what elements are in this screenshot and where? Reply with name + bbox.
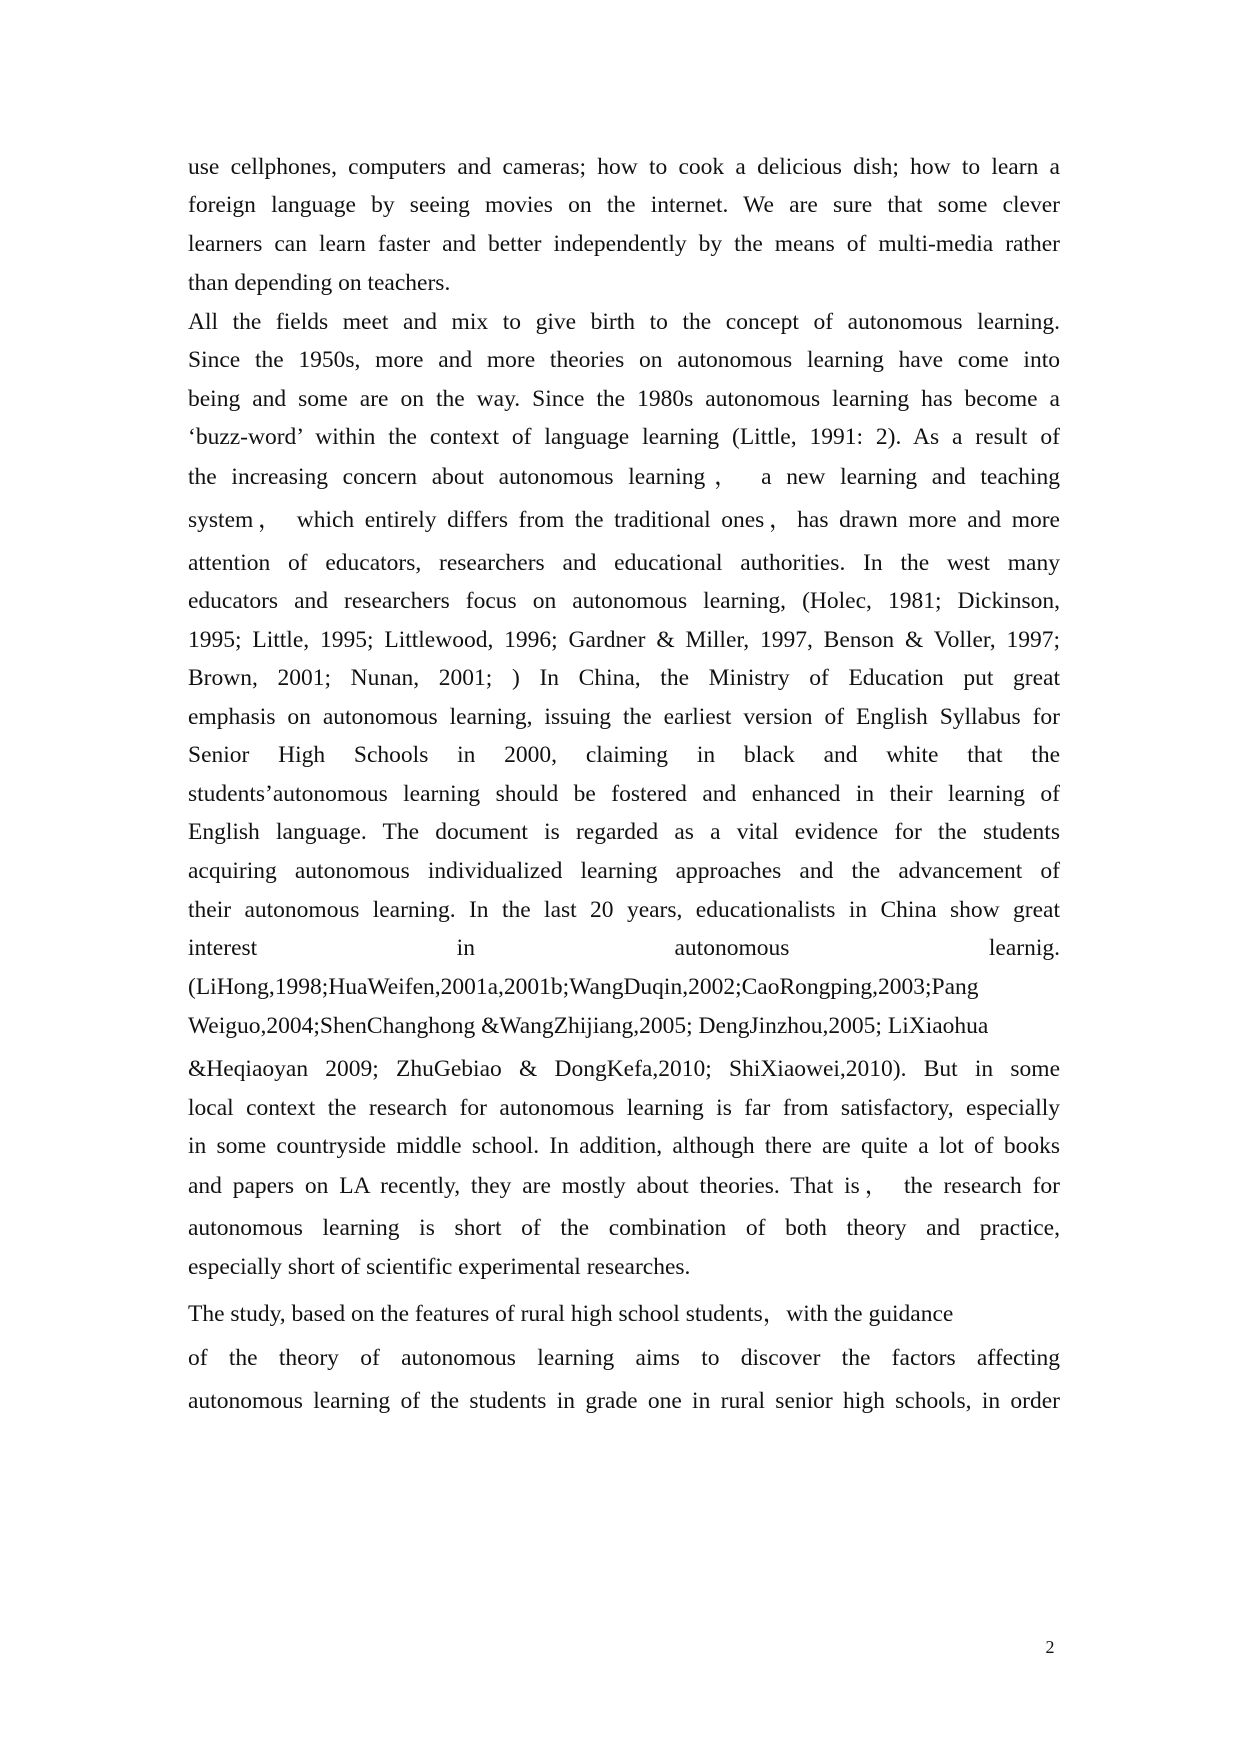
text-line: Since the 1950s, more and more theories on autonomous learning have come into	[188, 347, 1060, 373]
text-line: ‘buzz-word’ within the context of language learning (Little, 1991: 2). As a result of	[188, 424, 1060, 450]
text-line: Senior High Schools in 2000, claiming in black and white that the	[188, 742, 1060, 768]
text-line: Weiguo,2004;ShenChanghong &WangZhijiang,2005; DengJinzhou,2005; LiXiaohua	[188, 1013, 989, 1039]
page-number: 2	[1045, 1637, 1055, 1657]
text-line: system， which entirely differs from the traditional ones，has drawn more and more	[188, 507, 1060, 533]
text-line: Brown, 2001; Nunan, 2001; ) In China, the Ministry of Education put great	[188, 665, 1060, 691]
text-line: emphasis on autonomous learning, issuing the earliest version of English Syllabus for	[188, 704, 1060, 730]
text-line: acquiring autonomous individualized learning approaches and the advancement of	[188, 858, 1060, 884]
text-line: of the theory of autonomous learning aims to discover the factors affecting	[188, 1345, 1060, 1371]
text-line: their autonomous learning. In the last 20 years, educationalists in China show great	[188, 897, 1060, 923]
text-line: autonomous learning is short of the combination of both theory and practice,	[188, 1215, 1060, 1241]
text-line: autonomous learning of the students in grade one in rural senior high schools, in order	[188, 1388, 1060, 1414]
text-line: and papers on LA recently, they are mostly about theories. That is， the research for	[188, 1173, 1060, 1199]
text-line: learners can learn faster and better independently by the means of multi-media rather	[188, 231, 1060, 257]
text-line: interest in autonomous learnig.	[188, 935, 1060, 961]
text-line: 1995; Little, 1995; Littlewood, 1996; Gardner & Miller, 1997, Benson & Voller, 1997;	[188, 627, 1060, 653]
text-line: (LiHong,1998;HuaWeifen,2001a,2001b;WangDuqin,2002;CaoRongping,2003;Pang	[188, 974, 979, 1000]
text-line: being and some are on the way. Since the 1980s autonomous learning has become a	[188, 386, 1060, 412]
text-line: local context the research for autonomous learning is far from satisfactory, especially	[188, 1095, 1060, 1121]
text-line: especially short of scientific experimental researches.	[188, 1254, 691, 1280]
text-line: educators and researchers focus on autonomous learning, (Holec, 1981; Dickinson,	[188, 588, 1060, 614]
text-line: use cellphones, computers and cameras; how to cook a delicious dish; how to learn a	[188, 154, 1060, 180]
text-line: students’autonomous learning should be fostered and enhanced in their learning of	[188, 781, 1060, 807]
text-line: The study, based on the features of rural high school students，with the guidance	[188, 1301, 954, 1327]
text-line: in some countryside middle school. In addition, although there are quite a lot of books	[188, 1133, 1060, 1159]
text-line: attention of educators, researchers and educational authorities. In the west many	[188, 550, 1060, 576]
text-line: English language. The document is regarded as a vital evidence for the students	[188, 819, 1060, 845]
text-line: the increasing concern about autonomous learning， a new learning and teaching	[188, 464, 1060, 490]
text-line: than depending on teachers.	[188, 270, 451, 296]
text-line: foreign language by seeing movies on the internet. We are sure that some clever	[188, 192, 1060, 218]
text-line: All the fields meet and mix to give birth to the concept of autonomous learning.	[188, 309, 1060, 335]
text-line: &Heqiaoyan 2009; ZhuGebiao & DongKefa,2010; ShiXiaowei,2010). But in some	[188, 1056, 1060, 1082]
